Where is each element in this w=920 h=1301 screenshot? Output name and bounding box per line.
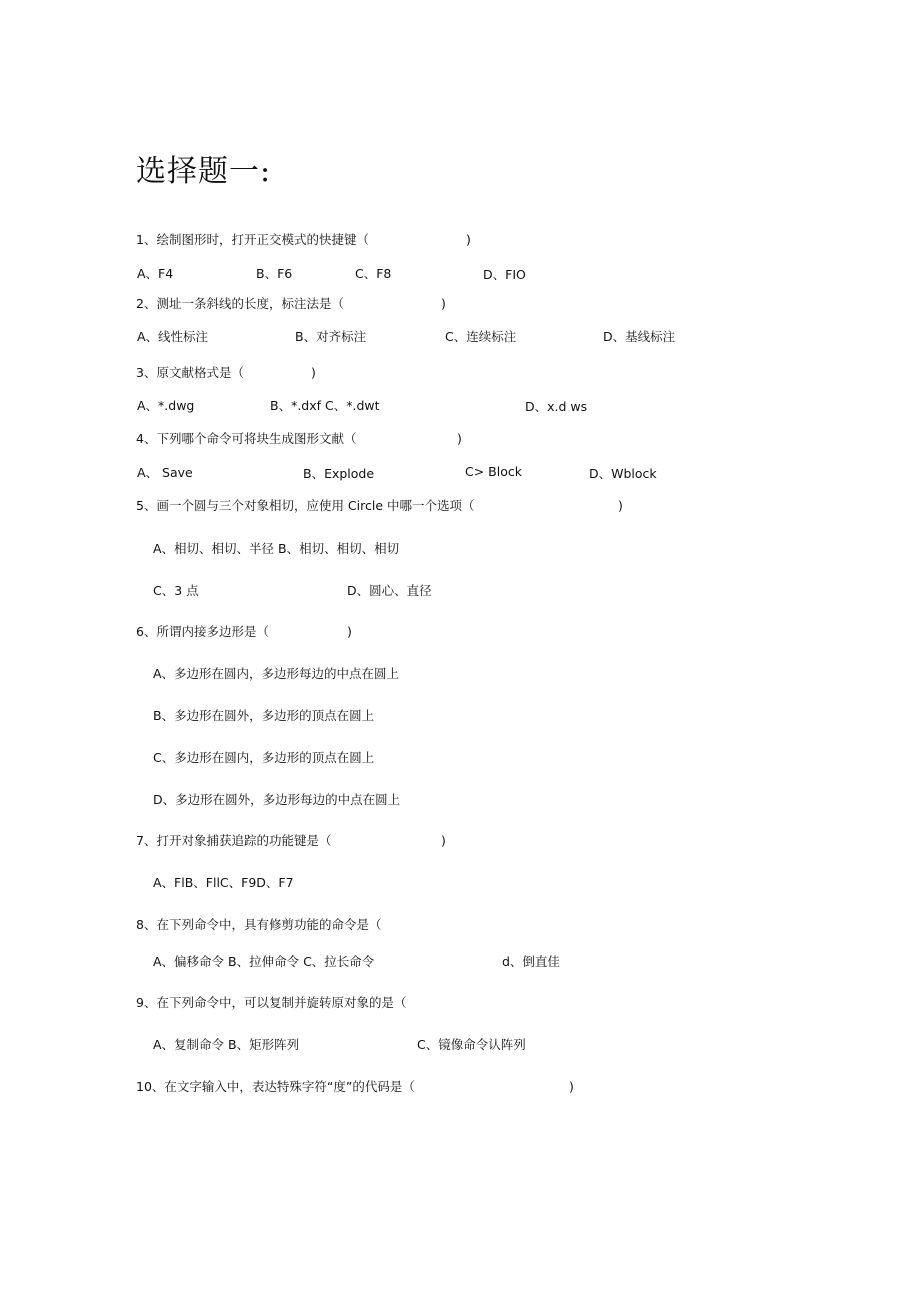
question-3-option-bc: B、*.dxf C、*.dwt (270, 398, 380, 413)
question-6-option-b: B、多边形在圆外，多边形的顶点在圆上 (153, 708, 375, 723)
question-4-option-a: A、 Save (137, 465, 193, 480)
question-7-options: A、FlB、FllC、F9D、F7 (153, 875, 294, 890)
question-6-close-paren: ) (347, 624, 352, 639)
question-3-option-d: D、x.d ws (525, 399, 588, 414)
question-9-option-cd: C、镜像命令认阵列 (417, 1037, 526, 1052)
question-4-option-d: D、Wblock (589, 466, 657, 481)
question-4-option-c: C> Block (465, 464, 522, 479)
question-5-close-paren: ) (618, 498, 623, 513)
question-6-option-d: D、多边形在圆外，多边形每边的中点在圆上 (153, 792, 401, 807)
question-5-stem: 5、画一个圆与三个对象相切，应使用 Circle 中哪一个选项（ (136, 498, 475, 513)
question-3-close-paren: ) (311, 365, 316, 380)
question-8-option-d: d、倒直佳 (502, 954, 560, 969)
question-4-stem: 4、下列哪个命令可将块生成图形文献（ (136, 431, 357, 446)
question-3-option-a: A、*.dwg (137, 398, 195, 413)
question-10-close-paren: ) (569, 1079, 574, 1094)
question-1-option-a: A、F4 (137, 266, 174, 281)
question-5-option-d: D、圆心、直径 (347, 583, 432, 598)
question-6-option-c: C、多边形在圆内，多边形的顶点在圆上 (153, 750, 375, 765)
question-1-close-paren: ) (466, 232, 471, 247)
question-4-option-b: B、Explode (303, 466, 375, 481)
question-7-close-paren: ) (441, 833, 446, 848)
question-6-stem: 6、所谓内接多边形是（ (136, 624, 269, 639)
question-1-option-b: B、F6 (256, 266, 293, 281)
question-1-stem: 1、绘制图形时，打开正交模式的快捷键（ (136, 232, 369, 247)
page-title: 选择题一: (136, 154, 272, 189)
question-5-option-ab: A、相切、相切、半径 B、相切、相切、相切 (153, 541, 400, 556)
question-4-close-paren: ) (457, 431, 462, 446)
question-9-stem: 9、在下列命令中，可以复制并旋转原对象的是（ (136, 995, 407, 1010)
question-6-option-a: A、多边形在圆内，多边形每边的中点在圆上 (153, 666, 400, 681)
question-3-stem: 3、原文献格式是（ (136, 365, 244, 380)
question-2-close-paren: ) (441, 296, 446, 311)
question-2-option-d: D、基线标注 (603, 329, 676, 344)
question-2-option-c: C、连续标注 (445, 329, 517, 344)
question-5-option-c: C、3 点 (153, 583, 199, 598)
question-10-stem: 10、在文字输入中，表达特殊字符“度”的代码是（ (136, 1079, 415, 1094)
question-1-option-d: D、FIO (483, 267, 526, 282)
question-9-option-ab: A、复制命令 B、矩形阵列 (153, 1037, 300, 1052)
question-2-option-a: A、线性标注 (137, 329, 209, 344)
question-8-stem: 8、在下列命令中，具有修剪功能的命令是（ (136, 917, 382, 932)
question-2-stem: 2、测址一条斜线的长度，标注法是（ (136, 296, 344, 311)
question-1-option-c: C、F8 (355, 266, 392, 281)
question-8-option-abc: A、偏移命令 B、拉伸命令 C、拉长命令 (153, 954, 375, 969)
question-2-option-b: B、对齐标注 (295, 329, 367, 344)
question-7-stem: 7、打开对象捕获追踪的功能键是（ (136, 833, 332, 848)
